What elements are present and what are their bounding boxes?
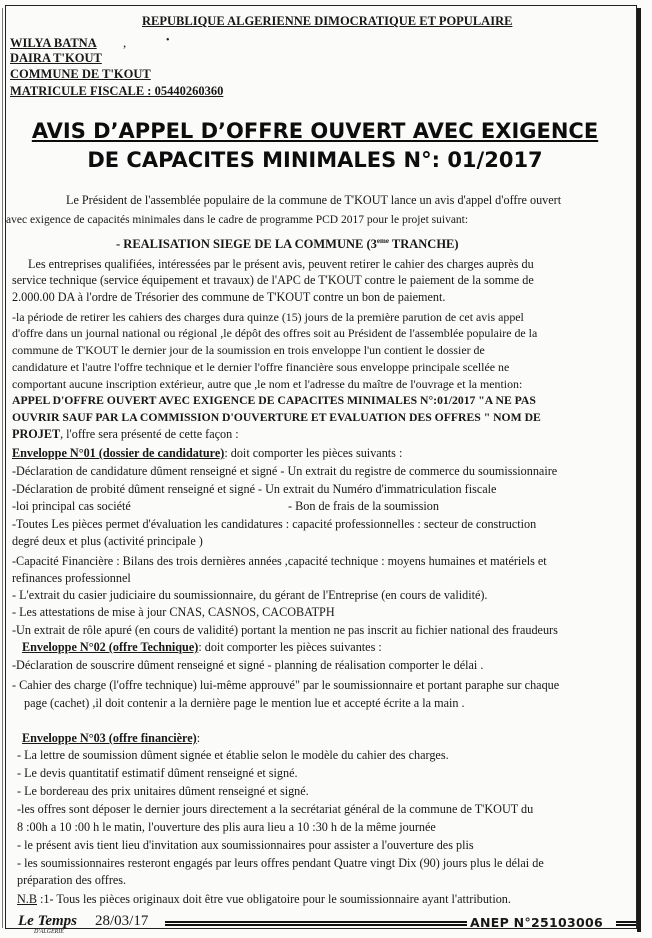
envelope-2-heading: Enveloppe N°02 (offre Technique): doit comporter les pièces suivantes : bbox=[22, 640, 382, 654]
notice-title-line2: DE CAPACITES MINIMALES N°: 01/2017 bbox=[87, 148, 543, 172]
envelope-1-item: -Toutes Les pièces permet d'évaluation les candidatures : capacité professionnelles : secteur de construction bbox=[12, 517, 537, 531]
publication-date: 28/03/17 bbox=[95, 913, 149, 929]
envelope-3-item: - le présent avis tient lieu d'invitation aux soumissionnaires pour assister a l'ouverture des plis bbox=[17, 838, 474, 852]
newspaper-name: Le Temps bbox=[18, 913, 78, 929]
envelope-3-item: 8 :00h a 10 :00 h le matin, l'ouverture des plis aura lieu a 10 :30 h de la même journée bbox=[17, 820, 436, 834]
mention-line-end: PROJET, l'offre sera présenté de cette façon : bbox=[12, 427, 239, 441]
newspaper-subtitle: D'ALGERIE bbox=[34, 929, 64, 935]
envelope-1-heading: Enveloppe N°01 (dossier de candidature): doit comporter les pièces suivants : bbox=[12, 446, 403, 460]
project-title: - REALISATION SIEGE DE LA COMMUNE (3eme TRANCHE) bbox=[116, 237, 459, 252]
envelope-2-item: page (cachet) ,il doit contenir a la dernière page le mention lue et accepté écrite a la main . bbox=[24, 696, 465, 710]
stray-dot: • bbox=[166, 35, 170, 46]
envelope-3-item: préparation des offres. bbox=[17, 873, 127, 887]
republique-heading: REPUBLIQUE ALGERIENNE DIMOCRATIQUE ET POPULAIRE bbox=[142, 14, 513, 28]
intro-line: avec exigence de capacités minimales dans le cadre de programme PCD 2017 pour le projet suivant: bbox=[6, 214, 469, 226]
stray-mark: , bbox=[123, 35, 127, 50]
notice-title-line1: AVIS D’APPEL D’OFFRE OUVERT AVEC EXIGENCE bbox=[31, 119, 599, 143]
envelope-1-item: -Déclaration de candidature dûment renseigné et signé - Un extrait du registre de commerce du soumissionnaire bbox=[12, 464, 558, 478]
envelope-2-item: - Cahier des charge (l'offre technique) lui-même approuvé" par le soumissionnaire et portant paraphe sur chaque bbox=[12, 678, 560, 692]
daira-line: DAIRA T'KOUT bbox=[10, 51, 102, 65]
body-line: Les entreprises qualifiées, intéressées par le présent avis, peuvent retirer le cahier des charges auprès du bbox=[28, 257, 534, 271]
mention-line: APPEL D'OFFRE OUVERT AVEC EXIGENCE DE CAPACITES MINIMALES N°:01/2017 "A NE PAS bbox=[12, 394, 536, 407]
body-line: commune de T'KOUT le dernier jour de la soumission en trois enveloppe l'un contient le dossier de bbox=[12, 343, 485, 357]
envelope-1-item: - Bon de frais de la soumission bbox=[288, 499, 439, 513]
body-line: candidature et l'autre l'offre technique et le dernier l'offre financière sous enveloppe principale scellée ne bbox=[12, 360, 510, 374]
body-line: -la période de retirer les cahiers des charges dura quinze (15) jours de la première parution de cet avis appel bbox=[12, 310, 524, 324]
envelope-2-item: -Déclaration de souscrire dûment renseigné et signé - planning de réalisation comporter le délai . bbox=[12, 658, 484, 672]
envelope-3-item: -les offres sont déposer le dernier jours directement a la secrétariat général de la commune de T'KOUT du bbox=[17, 802, 534, 816]
nb-note: N.B :1- Tous les pièces originaux doit être vue obligatoire pour le soumissionnaire ayant l'attribution. bbox=[17, 892, 511, 906]
envelope-1-item: degré deux et plus (activité principale ) bbox=[12, 534, 203, 548]
envelope-1-item: -Un extrait de rôle apuré (en cours de validité) portant la mention ne pas inscrit au fichier national des fraudeurs bbox=[12, 623, 558, 637]
footer-rule bbox=[165, 921, 467, 926]
body-line: comportant aucune inscription extérieur, autre que ,le nom et l'adresse du maître de l'ouvrage et la mention: bbox=[12, 377, 523, 391]
envelope-3-item: - Le devis quantitatif estimatif dûment renseigné et signé. bbox=[17, 766, 298, 780]
body-line: d'offre dans un journal national ou régional ,le dépôt des offres soit au Président de l'assemblée populaire de la bbox=[12, 326, 538, 340]
envelope-1-item: -Capacité Financière : Bilans des trois dernières années ,capacité technique : moyens humaines et matériels et bbox=[12, 554, 547, 568]
commune-line: COMMUNE DE T'KOUT bbox=[10, 67, 151, 81]
envelope-3-heading: Enveloppe N°03 (offre financière): bbox=[22, 731, 201, 745]
envelope-3-item: - les soumissionnaires resteront engagés par leurs offres pendant Quatre vingt Dix (90) jours plus le délai de bbox=[17, 856, 544, 870]
wilaya-line: WILYA BATNA bbox=[10, 36, 97, 50]
mention-line: OUVRIR SAUF PAR LA COMMISSION D'OUVERTURE ET EVALUATION DES OFFRES " NOM DE bbox=[12, 411, 541, 424]
anep-number: ANEP N°25103006 bbox=[470, 915, 603, 930]
body-line: 2.000.00 DA à l'ordre de Trésorier des commune de T'KOUT contre un bon de paiement. bbox=[12, 290, 446, 304]
intro-line: Le Président de l'assemblée populaire de la commune de T'KOUT lance un avis d'appel d'offre ouvert bbox=[66, 193, 562, 207]
envelope-1-item: - L'extrait du casier judiciaire du soumissionnaire, du gérant de l'Entreprise (en cours de validité). bbox=[12, 588, 488, 602]
envelope-3-item: - Le bordereau des prix unitaires dûment renseigné et signé. bbox=[17, 784, 309, 798]
body-line: service technique (service équipement et travaux) de l'APC de T'KOUT contre le paiement de la somme de bbox=[12, 273, 534, 287]
page-border-shadow bbox=[637, 8, 641, 932]
envelope-1-item: -Déclaration de probité dûment renseigné et signé - Un extrait du Numéro d'immatriculation fiscale bbox=[12, 482, 497, 496]
matricule-line: MATRICULE FISCALE : 05440260360 bbox=[10, 84, 224, 98]
envelope-1-item: -loi principal cas société bbox=[12, 499, 131, 513]
footer-rule bbox=[616, 921, 636, 926]
envelope-1-item: - Les attestations de mise à jour CNAS, CASNOS, CACOBATPH bbox=[12, 605, 335, 619]
envelope-1-item: refinances professionnel bbox=[12, 571, 131, 585]
envelope-3-item: - La lettre de soumission dûment signée et établie selon le modèle du cahier des charges. bbox=[17, 748, 449, 762]
